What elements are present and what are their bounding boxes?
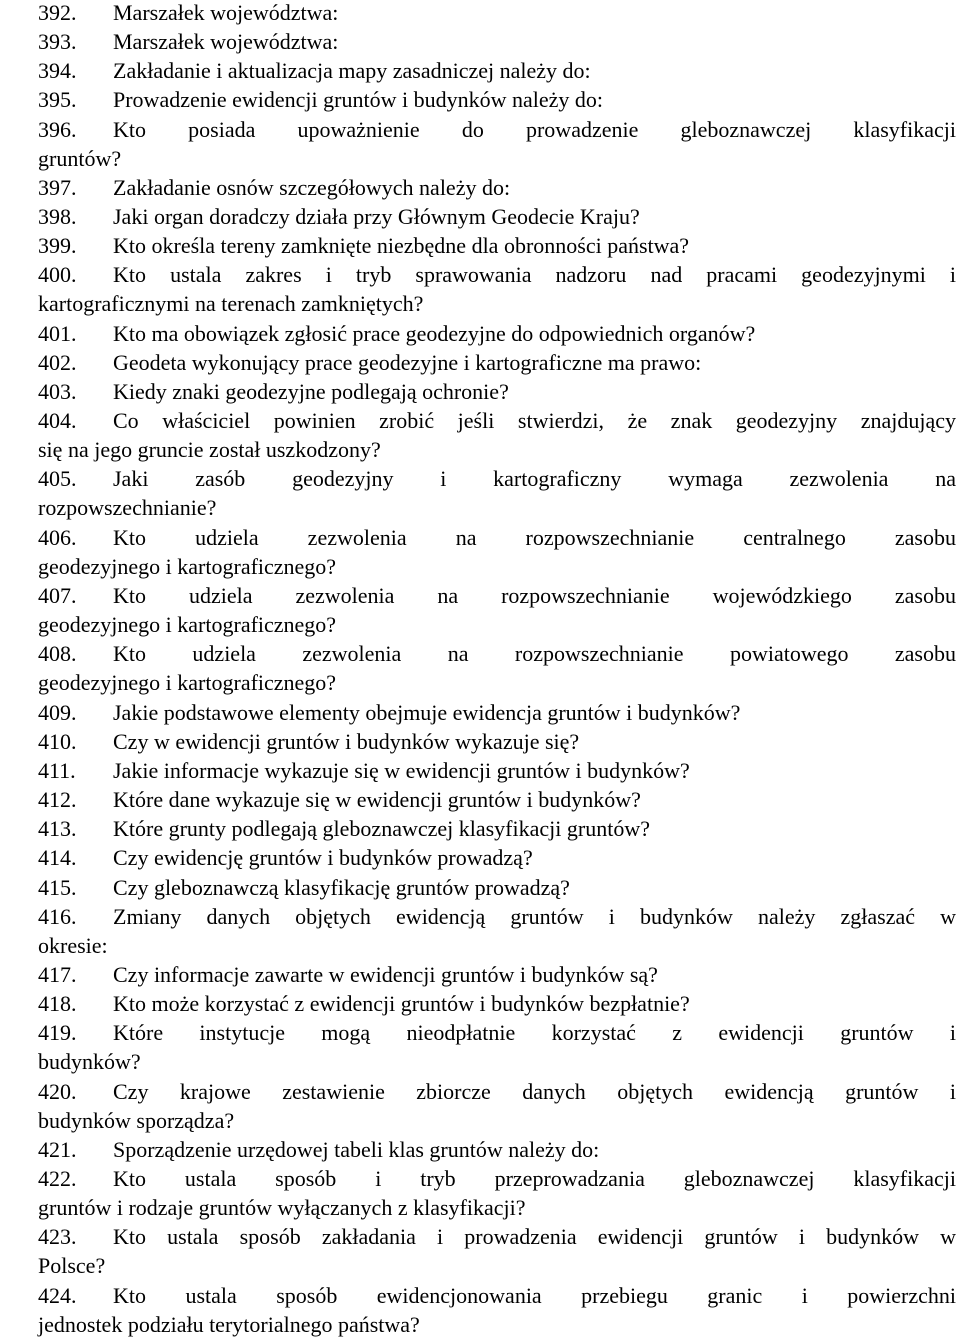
- question-text: Kto ustala sposób i tryb przeprowadzania gleboznawczej klasyfikacji: [113, 1166, 956, 1191]
- question-first-line: [38, 523, 956, 552]
- question-text: Jaki zasób geodezyjny i kartograficzny wymaga zezwolenia na: [113, 466, 956, 492]
- question-first-line: [38, 989, 956, 1018]
- question-number: 404.: [38, 408, 77, 434]
- question-number: 394.: [38, 58, 77, 84]
- question-text: okresie:: [38, 932, 108, 958]
- question-text: się na jego gruncie został uszkodzony?: [38, 437, 381, 463]
- question-text: Marszałek województwa:: [113, 0, 339, 25]
- question-first-line: [38, 85, 956, 114]
- question-continuation-line: [38, 931, 956, 960]
- question-item: [38, 27, 956, 56]
- question-first-line: [38, 756, 956, 785]
- question-text: Kto określa tereny zamknięte niezbędne dla obronności państwa?: [113, 233, 690, 259]
- question-number: 424.: [38, 1282, 77, 1308]
- question-text: Czy informacje zawarte w ewidencji gruntów i budynków są?: [113, 961, 658, 987]
- question-first-line: [38, 406, 956, 435]
- question-text: Kto udziela zezwolenia na rozpowszechnianie wojewódzkiego zasobu: [113, 583, 956, 608]
- question-text: Zakładanie i aktualizacja mapy zasadniczej należy do:: [113, 58, 591, 84]
- question-item: [38, 173, 956, 202]
- question-text: Kto ustala zakres i tryb sprawowania nadzoru nad pracami geodezyjnymi i: [113, 262, 956, 288]
- question-number: 403.: [38, 378, 77, 404]
- question-item: [38, 406, 956, 464]
- question-number: 420.: [38, 1078, 77, 1104]
- question-continuation-line: [38, 1310, 956, 1339]
- question-text: Zmiany danych objętych ewidencją gruntów i budynków należy zgłaszać w: [113, 903, 956, 929]
- question-number: 413.: [38, 816, 77, 842]
- question-first-line: [38, 319, 956, 348]
- question-continuation-line: [38, 668, 956, 697]
- question-first-line: [38, 115, 956, 144]
- question-text: Czy gleboznawczą klasyfikację gruntów prowadzą?: [113, 874, 570, 900]
- question-text: Jakie informacje wykazuje się w ewidencji gruntów i budynków?: [113, 757, 690, 783]
- question-text: Kto może korzystać z ewidencji gruntów i budynków bezpłatnie?: [113, 991, 690, 1017]
- question-item: [38, 260, 956, 318]
- question-text: Kto udziela zezwolenia na rozpowszechnianie powiatowego zasobu: [113, 641, 956, 667]
- question-first-line: [38, 785, 956, 814]
- question-text: Kto ma obowiązek zgłosić prace geodezyjne do odpowiednich organów?: [113, 320, 756, 346]
- question-first-line: [38, 1077, 956, 1106]
- question-text: Geodeta wykonujący prace geodezyjne i kartograficzne ma prawo:: [113, 349, 702, 375]
- question-item: [38, 902, 956, 960]
- question-continuation-line: [38, 493, 956, 522]
- question-item: [38, 202, 956, 231]
- question-number: 410.: [38, 728, 77, 754]
- question-text: Kto udziela zezwolenia na rozpowszechnianie centralnego zasobu: [113, 524, 956, 550]
- question-continuation-line: [38, 552, 956, 581]
- question-item: [38, 523, 956, 581]
- question-first-line: [38, 902, 956, 931]
- question-text: budynków?: [38, 1049, 141, 1075]
- question-number: 412.: [38, 787, 77, 813]
- question-continuation-line: [38, 1251, 956, 1280]
- question-text: Jakie podstawowe elementy obejmuje ewidencja gruntów i budynków?: [113, 699, 741, 725]
- question-text: Marszałek województwa:: [113, 29, 339, 55]
- question-item: [38, 1135, 956, 1164]
- question-number: 399.: [38, 233, 77, 259]
- question-item: [38, 0, 956, 27]
- question-first-line: [38, 348, 956, 377]
- question-item: [38, 231, 956, 260]
- question-first-line: [38, 581, 956, 610]
- question-item: [38, 698, 956, 727]
- question-text: Które grunty podlegają gleboznawczej klasyfikacji gruntów?: [113, 816, 650, 842]
- question-first-line: [38, 56, 956, 85]
- question-continuation-line: [38, 289, 956, 318]
- question-continuation-line: [38, 1193, 956, 1222]
- question-number: 416.: [38, 903, 77, 929]
- question-first-line: [38, 464, 956, 493]
- question-first-line: [38, 173, 956, 202]
- question-item: [38, 348, 956, 377]
- question-number: 419.: [38, 1020, 77, 1046]
- question-item: [38, 960, 956, 989]
- question-text: Jaki organ doradczy działa przy Głównym Geodecie Kraju?: [113, 204, 640, 230]
- question-text: Co właściciel powinien zrobić jeśli stwierdzi, że znak geodezyjny znajdujący: [113, 408, 956, 434]
- question-item: [38, 1222, 956, 1280]
- question-text: Kiedy znaki geodezyjne podlegają ochronie?: [113, 378, 509, 404]
- question-first-line: [38, 698, 956, 727]
- question-number: 401.: [38, 320, 77, 346]
- question-first-line: [38, 27, 956, 56]
- question-text: jednostek podziału terytorialnego państwa?: [38, 1311, 420, 1337]
- question-item: [38, 727, 956, 756]
- question-text: gruntów i rodzaje gruntów wyłączanych z klasyfikacji?: [38, 1195, 526, 1220]
- question-first-line: [38, 727, 956, 756]
- question-item: [38, 319, 956, 348]
- question-number: 395.: [38, 87, 77, 113]
- question-number: 409.: [38, 699, 77, 725]
- question-continuation-line: [38, 1106, 956, 1135]
- question-item: [38, 639, 956, 697]
- question-item: [38, 873, 956, 902]
- question-text: Czy ewidencję gruntów i budynków prowadzą?: [113, 845, 533, 871]
- question-item: [38, 115, 956, 173]
- question-number: 418.: [38, 991, 77, 1017]
- question-item: [38, 377, 956, 406]
- question-first-line: [38, 1281, 956, 1310]
- question-number: 417.: [38, 961, 77, 987]
- question-number: 415.: [38, 874, 77, 900]
- question-item: [38, 785, 956, 814]
- question-text: Kto ustala sposób ewidencjonowania przebiegu granic i powierzchni: [113, 1282, 956, 1308]
- question-first-line: [38, 1018, 956, 1047]
- question-number: 421.: [38, 1136, 77, 1162]
- question-number: 423.: [38, 1224, 77, 1250]
- question-text: Które instytucje mogą nieodpłatnie korzystać z ewidencji gruntów i: [113, 1020, 956, 1046]
- question-number: 405.: [38, 466, 77, 492]
- question-first-line: [38, 0, 956, 27]
- question-number: 398.: [38, 204, 77, 230]
- question-first-line: [38, 873, 956, 902]
- question-first-line: [38, 231, 956, 260]
- question-item: [38, 814, 956, 843]
- question-number: 392.: [38, 0, 77, 25]
- question-text: Polsce?: [38, 1253, 106, 1279]
- question-text: Zakładanie osnów szczegółowych należy do:: [113, 174, 511, 200]
- question-continuation-line: [38, 1047, 956, 1076]
- question-first-line: [38, 1135, 956, 1164]
- question-text: Prowadzenie ewidencji gruntów i budynków należy do:: [113, 87, 603, 113]
- question-number: 397.: [38, 174, 77, 200]
- question-first-line: [38, 814, 956, 843]
- question-text: Kto ustala sposób zakładania i prowadzenia ewidencji gruntów i budynków w: [113, 1224, 956, 1250]
- question-first-line: [38, 202, 956, 231]
- question-item: [38, 581, 956, 639]
- question-first-line: [38, 260, 956, 289]
- question-item: [38, 56, 956, 85]
- question-number: 408.: [38, 641, 77, 667]
- question-item: [38, 756, 956, 785]
- question-item: [38, 1164, 956, 1222]
- question-first-line: [38, 1164, 956, 1193]
- question-number: 396.: [38, 116, 77, 142]
- question-text: Czy krajowe zestawienie zbiorcze danych objętych ewidencją gruntów i: [113, 1078, 956, 1104]
- question-number: 400.: [38, 262, 77, 288]
- question-first-line: [38, 639, 956, 668]
- question-number: 407.: [38, 583, 77, 608]
- question-item: [38, 1018, 956, 1076]
- question-item: [38, 989, 956, 1018]
- question-number: 414.: [38, 845, 77, 871]
- question-number: 411.: [38, 757, 76, 783]
- question-text: rozpowszechnianie?: [38, 495, 217, 521]
- question-item: [38, 843, 956, 872]
- question-text: kartograficznymi na terenach zamkniętych?: [38, 291, 424, 317]
- question-number: 393.: [38, 29, 77, 55]
- question-continuation-line: [38, 435, 956, 464]
- question-text: budynków sporządza?: [38, 1107, 235, 1133]
- question-number: 406.: [38, 524, 77, 550]
- question-item: [38, 1281, 956, 1339]
- question-text: gruntów?: [38, 145, 122, 171]
- question-text: geodezyjnego i kartograficznego?: [38, 612, 337, 637]
- question-item: [38, 1077, 956, 1135]
- question-first-line: [38, 377, 956, 406]
- question-continuation-line: [38, 610, 956, 639]
- question-continuation-line: [38, 144, 956, 173]
- question-text: Czy w ewidencji gruntów i budynków wykazuje się?: [113, 728, 580, 754]
- question-first-line: [38, 960, 956, 989]
- question-item: [38, 85, 956, 114]
- question-item: [38, 464, 956, 522]
- question-text: geodezyjnego i kartograficznego?: [38, 670, 337, 696]
- question-number: 402.: [38, 349, 77, 375]
- question-first-line: [38, 1222, 956, 1251]
- question-text: geodezyjnego i kartograficznego?: [38, 553, 337, 579]
- question-first-line: [38, 843, 956, 872]
- question-text: Które dane wykazuje się w ewidencji gruntów i budynków?: [113, 787, 641, 813]
- question-number: 422.: [38, 1166, 77, 1191]
- question-text: Kto posiada upoważnienie do prowadzenie gleboznawczej klasyfikacji: [113, 116, 956, 142]
- question-text: Sporządzenie urzędowej tabeli klas gruntów należy do:: [113, 1136, 600, 1162]
